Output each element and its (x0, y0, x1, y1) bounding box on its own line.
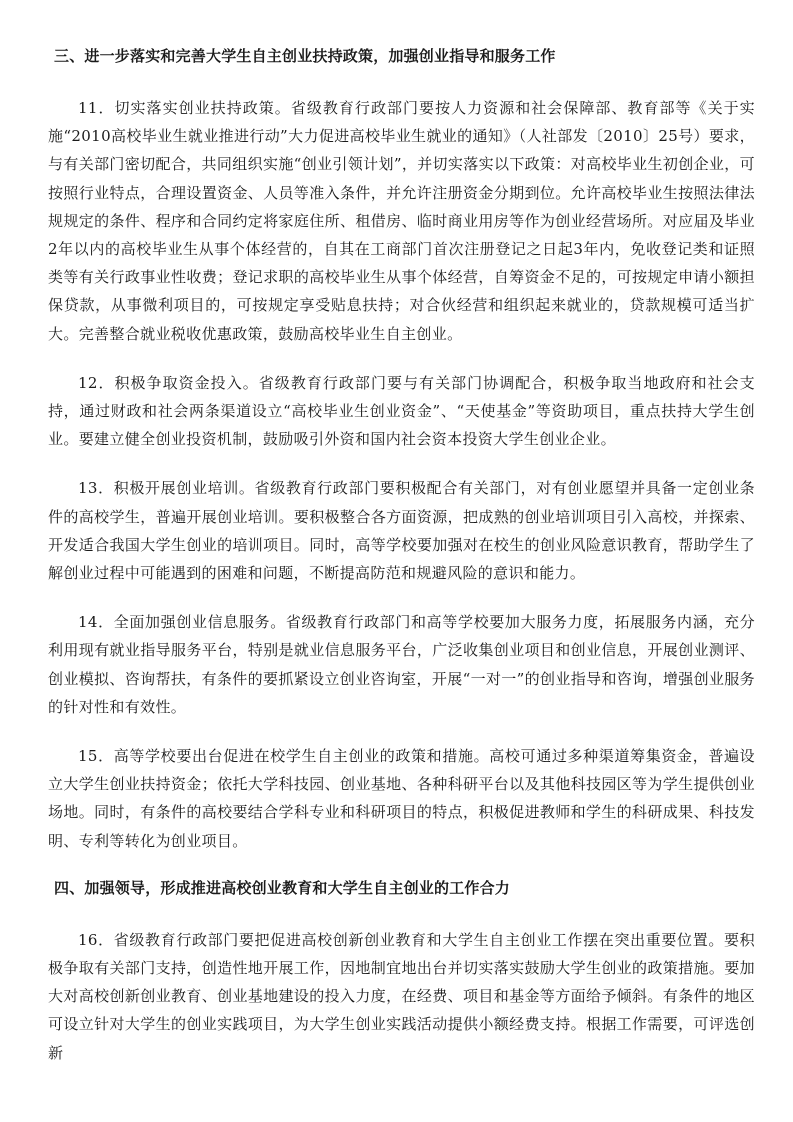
paragraph-14: 14．全面加强创业信息服务。省级教育行政部门和高等学校要加大服务力度，拓展服务内涵，充分利用现有就业指导服务平台，特别是就业信息服务平台，广泛收集创业项目和创业信息，开展创业测评、创业模拟、咨询帮扶，有条件的要抓紧设立创业咨询室，开展“一对一”的创业指导和咨询，增强创业服务的针对性和有效性。 (48, 613, 755, 716)
paragraph-11: 11．切实落实创业扶持政策。省级教育行政部门要按人力资源和社会保障部、教育部等《关于实施“2010高校毕业生就业推进行动”大力促进高校毕业生就业的通知》（人社部发〔2010〕25号）要求，与有关部门密切配合，共同组织实施“创业引领计划”，并切实落实以下政策：对高校毕业生初创企业，可按照行业特点，合理设置资金、人员等准入条件，并允许注册资金分期到位。允许高校毕业生按照法律法规规定的条件、程序和合同约定将家庭住所、租借房、临时商业用房等作为创业经营场所。对应届及毕业2年以内的高校毕业生从事个体经营的，自其在工商部门首次注册登记之日起3年内，免收登记类和证照类等有关行政事业性收费；登记求职的高校毕业生从事个体经营，自筹资金不足的，可按规定申请小额担保贷款，从事微利项目的，可按规定享受贴息扶持；对合伙经营和组织起来就业的，贷款规模可适当扩大。完善整合就业税收优惠政策，鼓励高校毕业生自主创业。 (48, 99, 755, 343)
paragraph-15: 15．高等学校要出台促进在校学生自主创业的政策和措施。高校可通过多种渠道筹集资金，普遍设立大学生创业扶持资金；依托大学科技园、创业基地、各种科研平台以及其他科技园区等为学生提供创业场地。同时，有条件的高校要结合学科专业和科研项目的特点，积极促进教师和学生的科研成果、科技发明、专利等转化为创业项目。 (48, 747, 755, 850)
section-heading-3: 三、进一步落实和完善大学生自主创业扶持政策，加强创业指导和服务工作 (54, 47, 556, 65)
paragraph-12: 12．积极争取资金投入。省级教育行政部门要与有关部门协调配合，积极争取当地政府和社会支持，通过财政和社会两条渠道设立“高校毕业生创业资金”、“天使基金”等资助项目，重点扶持大学生创业。要建立健全创业投资机制，鼓励吸引外资和国内社会资本投资大学生创业企业。 (48, 373, 755, 449)
paragraph-13: 13．积极开展创业培训。省级教育行政部门要积极配合有关部门，对有创业愿望并具备一定创业条件的高校学生，普遍开展创业培训。要积极整合各方面资源，把成熟的创业培训项目引入高校，并探索、开发适合我国大学生创业的培训项目。同时，高等学校要加强对在校生的创业风险意识教育，帮助学生了解创业过程中可能遇到的困难和问题，不断提高防范和规避风险的意识和能力。 (48, 479, 755, 583)
section-heading-4: 四、加强领导，形成推进高校创业教育和大学生自主创业的工作合力 (54, 878, 511, 897)
paragraph-16: 16．省级教育行政部门要把促进高校创新创业教育和大学生自主创业工作摆在突出重要位置。要积极争取有关部门支持，创造性地开展工作，因地制宜地出台并切实落实鼓励大学生创业的政策措施。要加大对高校创新创业教育、创业基地建设的投入力度，在经费、项目和基金等方面给予倾斜。有条件的地区可设立针对大学生的创业实践项目，为大学生创业实践活动提供小额经费支持。根据工作需要，可评选创新 (48, 930, 755, 1062)
